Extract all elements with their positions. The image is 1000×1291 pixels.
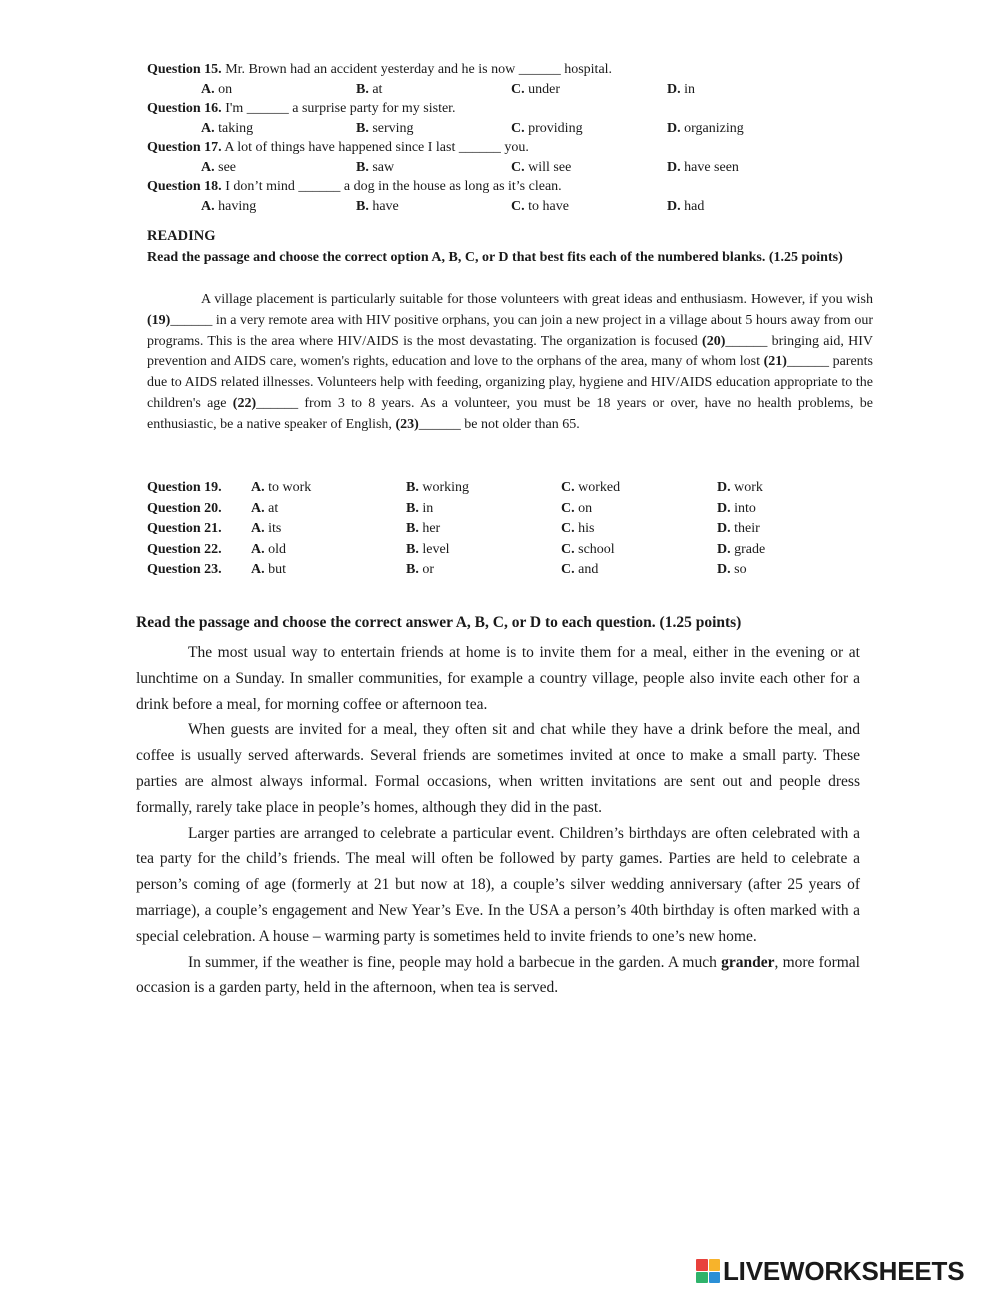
option-letter: A. (251, 562, 265, 577)
option-letter: C. (561, 541, 575, 557)
answer-option[interactable] (251, 540, 286, 561)
blank-number: (23) (395, 416, 419, 432)
option-letter: B. (356, 120, 369, 136)
cloze-question-row (147, 540, 887, 561)
blank-number: (20) (702, 333, 726, 349)
answer-option[interactable] (717, 499, 756, 520)
option-text: in (418, 500, 434, 516)
option-letter: D. (717, 541, 731, 557)
question-label: Question 17. (147, 140, 222, 155)
logo-icon (696, 1259, 720, 1283)
option-letter: A. (201, 198, 215, 214)
answer-option[interactable] (717, 540, 765, 561)
answer-option[interactable] (717, 478, 763, 499)
option-letter: D. (667, 198, 681, 214)
option-text: have seen (680, 159, 739, 175)
option-text: at (264, 500, 279, 516)
question-text: Mr. Brown had an accident yesterday and he is now ______ hospital. (221, 62, 613, 77)
option-row (147, 80, 887, 100)
option-letter: C. (561, 500, 575, 516)
liveworksheets-logo (696, 1257, 964, 1285)
answer-option[interactable] (511, 197, 569, 217)
passage-text: ______ be not older than 65. (418, 416, 580, 432)
option-letter: C. (561, 480, 575, 495)
option-text: see (214, 159, 237, 175)
answer-option[interactable] (251, 478, 311, 499)
question-label: Question 19. (147, 480, 222, 495)
option-text: its (264, 521, 282, 536)
option-letter: C. (511, 81, 525, 97)
option-letter: A. (201, 120, 215, 136)
option-letter: B. (406, 541, 419, 557)
reading-passage-2 (136, 640, 860, 1001)
option-text: or (418, 562, 435, 577)
option-text: taking (214, 120, 254, 136)
option-letter: C. (511, 120, 525, 136)
option-text: on (214, 81, 233, 97)
option-text: to work (264, 480, 312, 495)
answer-option[interactable] (406, 499, 433, 520)
option-text: working (418, 480, 470, 495)
question-text: I'm ______ a surprise party for my sister. (221, 101, 456, 116)
option-letter: D. (667, 159, 681, 175)
answer-option[interactable] (511, 80, 560, 100)
option-row (147, 158, 887, 178)
answer-option[interactable] (356, 119, 414, 139)
option-letter: D. (717, 500, 731, 516)
option-text: work (730, 480, 763, 495)
passage-paragraph (136, 821, 860, 950)
option-letter: B. (406, 521, 419, 536)
option-letter: B. (356, 81, 369, 97)
answer-option[interactable] (561, 499, 592, 520)
option-letter: C. (561, 562, 575, 577)
passage-text: ______ from 3 to 8 years. As a volunteer, you must be 18 years or over, have no health problems, be enthusiastic, be a native speaker of English, (147, 395, 873, 432)
answer-option[interactable] (356, 197, 399, 217)
question-label: Question 20. (147, 500, 222, 516)
question-label: Question 22. (147, 541, 222, 557)
option-text: level (418, 541, 450, 557)
answer-option[interactable] (667, 158, 739, 178)
option-text: their (730, 521, 760, 536)
answer-option[interactable] (406, 478, 469, 499)
answer-option[interactable] (201, 80, 232, 100)
option-letter: C. (511, 159, 525, 175)
paragraph-text: When guests are invited for a meal, they often sit and chat while they have a drink before the meal, and coffee is usually served afterwards. Several friends are sometimes invited at once to make a small party. These parties are almost always informal. Formal occasions, when written invitations are sent out and people dress formally, rarely take place in people’s homes, although they did in the past. (136, 721, 860, 816)
option-letter: D. (717, 562, 731, 577)
passage-paragraph (136, 640, 860, 717)
reading-passage-1 (147, 290, 873, 436)
answer-option[interactable] (717, 560, 747, 581)
answer-option[interactable] (561, 560, 598, 581)
answer-option[interactable] (406, 519, 440, 540)
answer-option[interactable] (561, 478, 620, 499)
question-text: I don’t mind ______ a dog in the house as long as it’s clean. (221, 179, 562, 194)
option-letter: C. (561, 521, 575, 536)
option-text: saw (368, 159, 395, 175)
paragraph-text: Larger parties are arranged to celebrate a particular event. Children’s birthdays are often celebrated with a tea party for the child’s friends. The meal will often be followed by party games. Parties are held to celebrate a person’s coming of age (formerly at 21 but now at 18), a couple’s silver wedding anniversary (after 25 years of marriage), a couple’s engagement and New Year’s Eve. In the USA a person’s 40th birthday is often marked with a special celebration. A house – warming party is sometimes held to invite friends to one’s new home. (136, 824, 860, 945)
question-label: Question 21. (147, 521, 222, 536)
option-text: organizing (680, 120, 744, 136)
paragraph-text: The most usual way to entertain friends at home is to invite them for a meal, either in the evening or at lunchtime on a Sunday. In smaller communities, for example a country village, people also invite each other for a drink before a meal, for morning coffee or afternoon tea. (136, 644, 860, 713)
option-text: on (574, 500, 593, 516)
logo-text: LIVEWORKSHEETS (723, 1255, 965, 1286)
grammar-questions (147, 60, 887, 216)
passage-text: A village placement is particularly suitable for those volunteers with great ideas and enthusiasm. However, if you wish (201, 292, 873, 307)
option-text: have (368, 198, 399, 214)
paragraph-text: , more formal occasion is a garden party, held in the afternoon, when tea is served. (136, 953, 860, 997)
option-letter: A. (201, 159, 215, 175)
answer-option[interactable] (356, 80, 382, 100)
passage-text: ______ in a very remote area with HIV positive orphans, you can join a new project in a village about 5 hours away from our programs. This is the area where HIV/AIDS is the most devastating. The organization is focused (147, 312, 873, 349)
answer-option[interactable] (406, 540, 450, 561)
blank-number: (19) (147, 312, 171, 328)
option-text: into (730, 500, 756, 516)
option-row (147, 197, 887, 217)
option-text: so (730, 562, 747, 577)
answer-option[interactable] (356, 158, 394, 178)
answer-option[interactable] (251, 560, 286, 581)
reading-instruction-2: Read the passage and choose the correct answer A, B, C, or D to each question. (1.25 points) (136, 614, 742, 631)
reading-heading: READING (147, 228, 216, 244)
passage-paragraph (136, 950, 860, 1002)
paragraph-text: In summer, if the weather is fine, people may hold a barbecue in the garden. A much (188, 953, 722, 971)
option-letter: B. (406, 480, 419, 495)
answer-option[interactable] (511, 119, 583, 139)
answer-option[interactable] (406, 560, 434, 581)
option-letter: B. (406, 562, 419, 577)
answer-option[interactable] (251, 499, 278, 520)
option-letter: D. (667, 120, 681, 136)
option-text: school (574, 541, 615, 557)
answer-option[interactable] (667, 80, 695, 100)
answer-option[interactable] (667, 197, 704, 217)
cloze-question-row (147, 478, 887, 499)
question-label: Question 16. (147, 101, 222, 116)
option-text: his (574, 521, 595, 536)
reading-instruction-1: Read the passage and choose the correct option A, B, C, or D that best fits each of the numbered blanks. (1.25 points) (147, 250, 843, 265)
option-letter: D. (667, 81, 681, 97)
option-text: and (574, 562, 599, 577)
option-letter: A. (201, 81, 215, 97)
answer-option[interactable] (251, 519, 281, 540)
answer-option[interactable] (717, 519, 760, 540)
option-letter: A. (251, 541, 265, 557)
answer-option[interactable] (561, 519, 594, 540)
option-letter: D. (717, 521, 731, 536)
option-row (147, 119, 887, 139)
question-label: Question 15. (147, 62, 222, 77)
question-line (147, 60, 887, 80)
answer-option[interactable] (511, 158, 571, 178)
option-text: providing (524, 120, 583, 136)
option-text: in (680, 81, 696, 97)
option-letter: B. (356, 159, 369, 175)
question-label: Question 23. (147, 562, 222, 577)
option-text: under (524, 81, 561, 97)
option-letter: A. (251, 500, 265, 516)
option-text: having (214, 198, 257, 214)
question-line (147, 99, 887, 119)
passage-text: ______ parents due to AIDS related illnesses. Volunteers help with feeding, organizing play, hygiene and HIV/AIDS education appropriate to the children's age (147, 354, 873, 411)
option-letter: A. (251, 521, 265, 536)
option-text: at (368, 81, 383, 97)
answer-option[interactable] (201, 119, 253, 139)
cloze-question-row (147, 499, 887, 520)
option-text: will see (524, 159, 572, 175)
question-line (147, 177, 887, 197)
bold-word: grander (721, 953, 775, 971)
option-text: serving (368, 120, 414, 136)
option-letter: B. (406, 500, 419, 516)
option-letter: D. (717, 480, 731, 495)
option-letter: A. (251, 480, 265, 495)
blank-number: (22) (232, 395, 257, 411)
answer-option[interactable] (561, 540, 615, 561)
option-text: had (680, 198, 705, 214)
question-text: A lot of things have happened since I last ______ you. (221, 140, 529, 155)
answer-option[interactable] (201, 197, 256, 217)
answer-option[interactable] (667, 119, 744, 139)
option-letter: C. (511, 198, 525, 214)
question-label: Question 18. (147, 179, 222, 194)
option-text: old (264, 541, 287, 557)
option-text: worked (574, 480, 621, 495)
option-text: to have (524, 198, 569, 214)
passage-text: ______ bringing aid, HIV prevention and AIDS care, women's rights, education and love to the orphans of the area, many of whom lost (147, 333, 874, 370)
question-line (147, 138, 887, 158)
option-letter: B. (356, 198, 369, 214)
cloze-questions (147, 478, 887, 581)
answer-option[interactable] (201, 158, 236, 178)
blank-number: (21) (763, 354, 787, 370)
cloze-question-row (147, 519, 887, 540)
passage-paragraph (136, 717, 860, 820)
option-text: her (418, 521, 441, 536)
option-text: but (264, 562, 287, 577)
option-text: grade (730, 541, 766, 557)
cloze-question-row (147, 560, 887, 581)
